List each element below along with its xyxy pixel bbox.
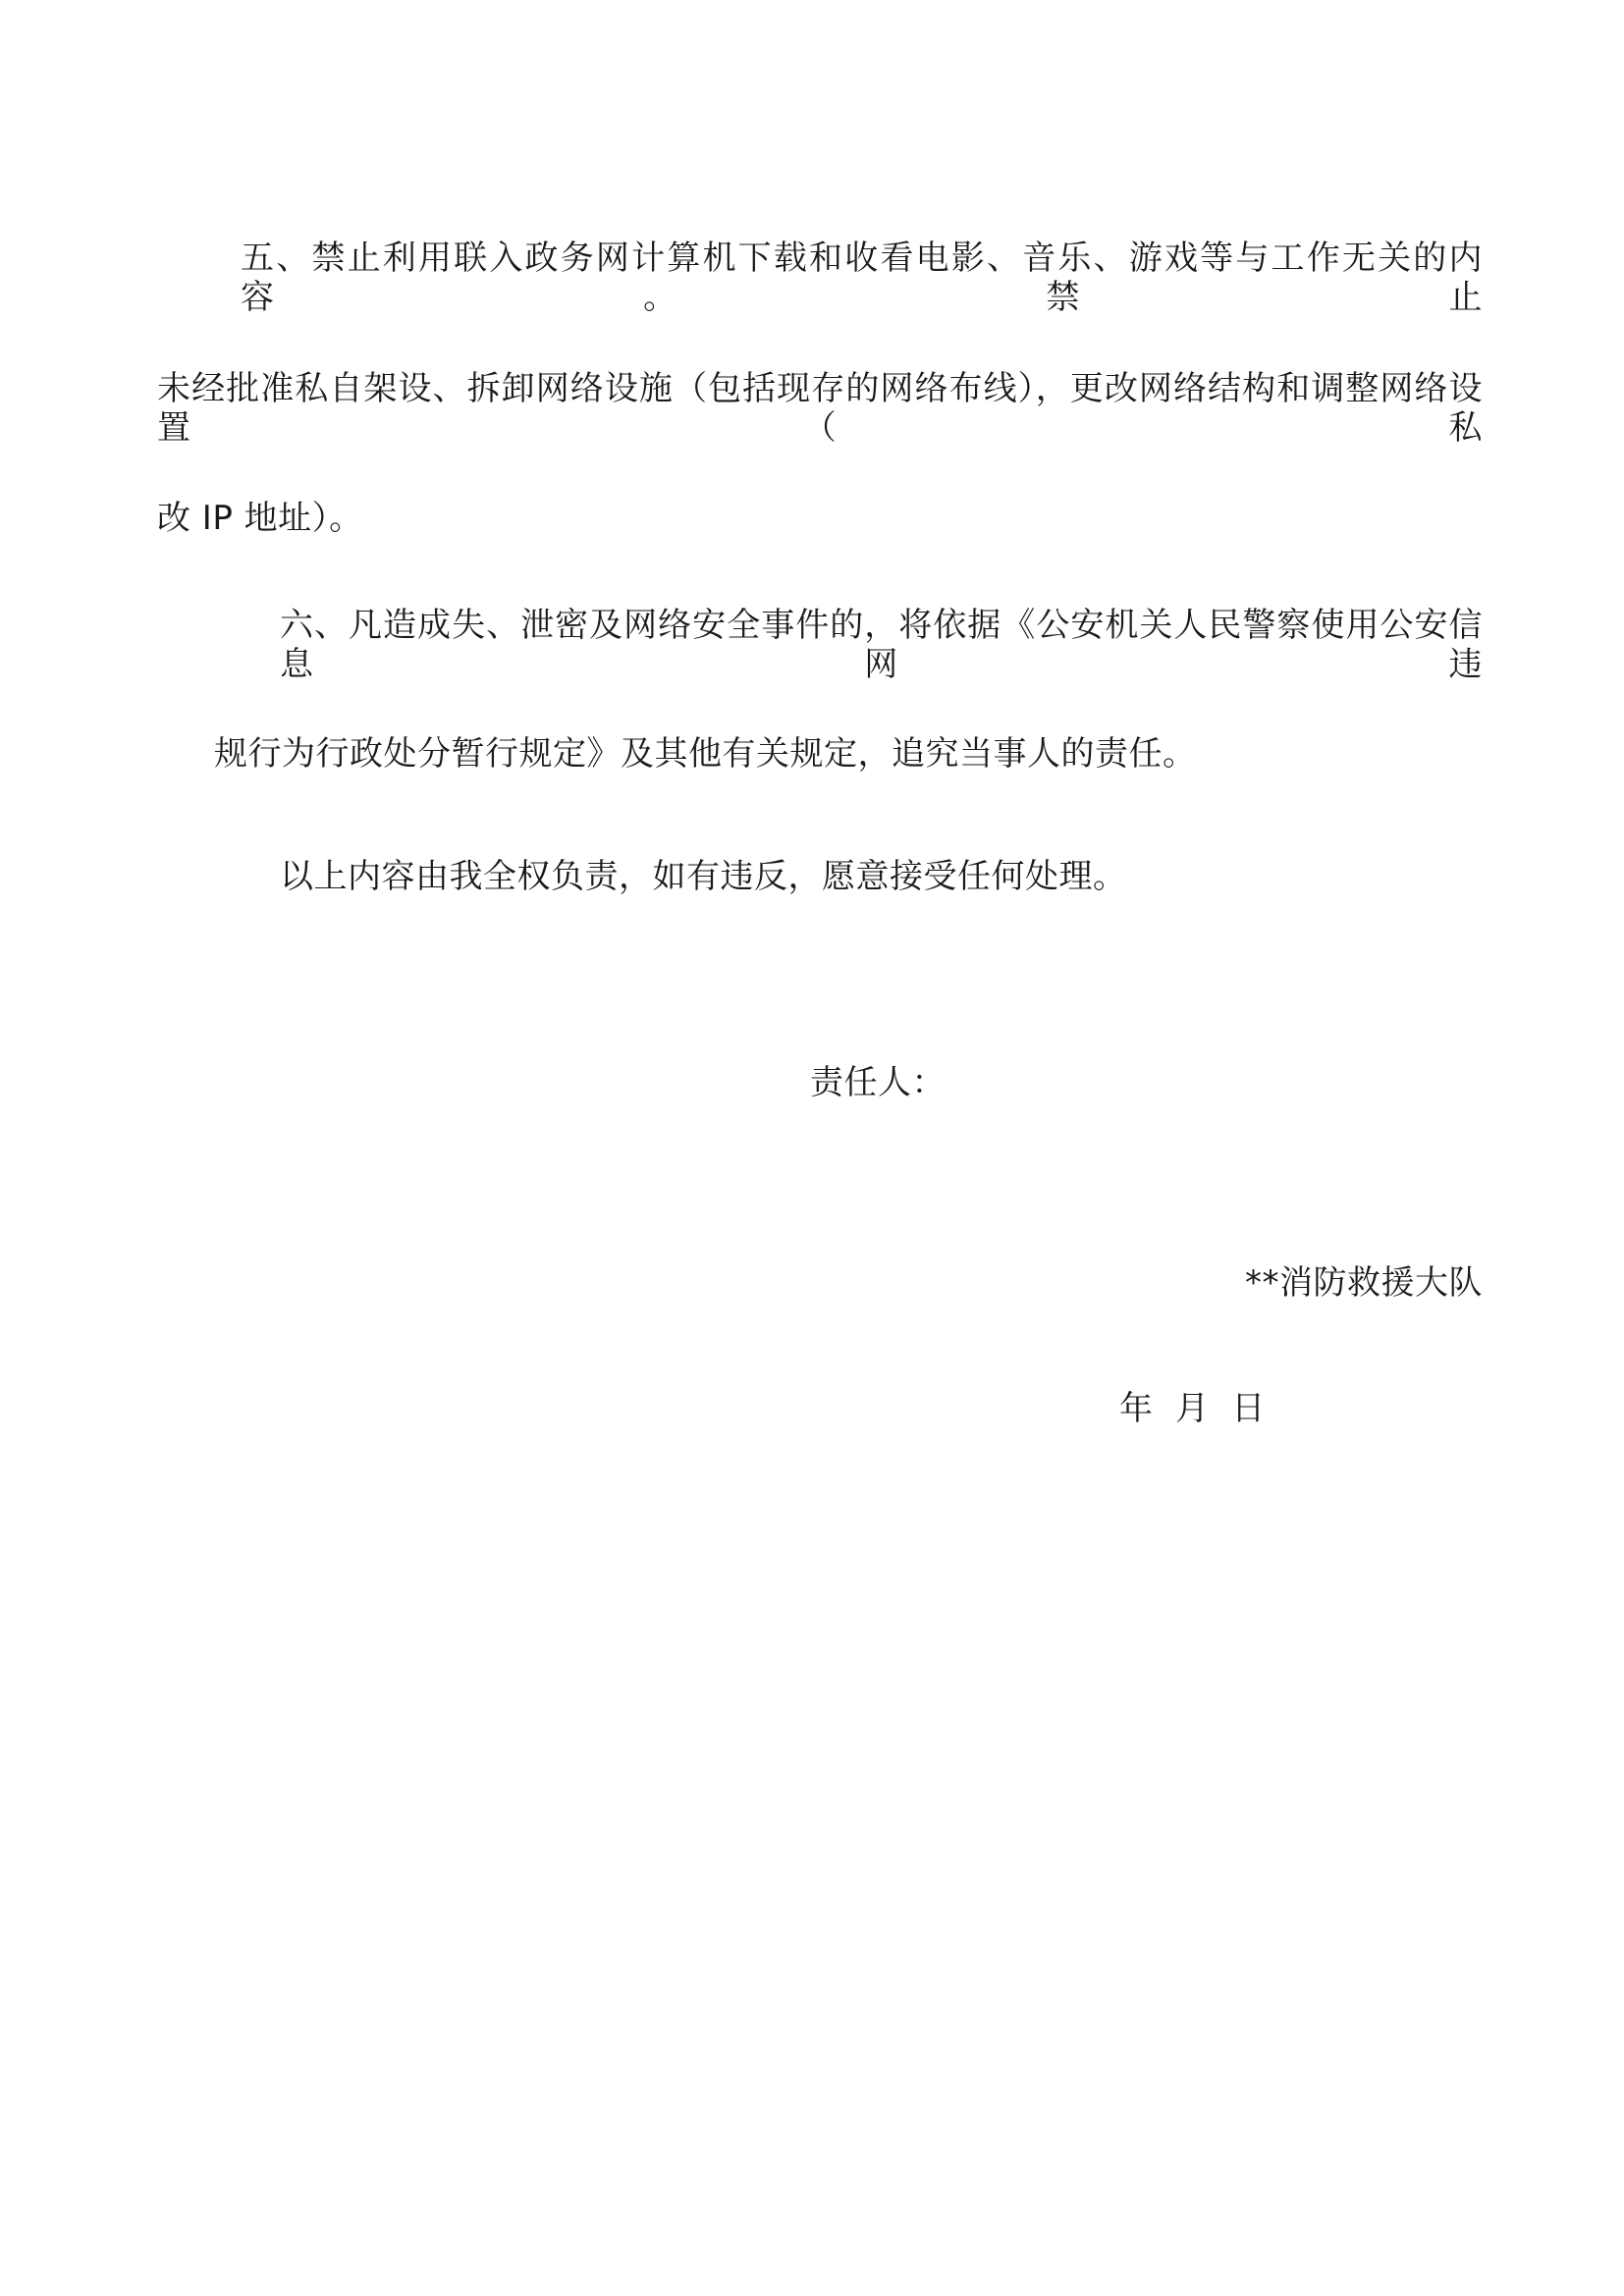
- paragraph-5-line-3: 改 IP 地址）。: [157, 499, 363, 538]
- paragraph-6-line-1: 六、凡造成失、泄密及网络安全事件的，将依据《公安机关人民警察使用公安信息网违: [280, 606, 1483, 684]
- paragraph-5-line-2: 未经批准私自架设、拆卸网络设施（包括现存的网络布线），更改网络结构和调整网络设置（私: [157, 369, 1483, 448]
- date-label: 年 月 日: [1119, 1389, 1266, 1428]
- paragraph-5-line-1: 五、禁止利用联入政务网计算机下载和收看电影、音乐、游戏等与工作无关的内容。禁止: [241, 239, 1483, 317]
- declaration-text: 以上内容由我全权负责，如有违反，愿意接受任何处理。: [280, 857, 1127, 896]
- organization-name: **消防救援大队: [1245, 1263, 1483, 1303]
- paragraph-6-line-2: 规行为行政处分暂行规定》及其他有关规定，追究当事人的责任。: [214, 734, 1197, 774]
- responsible-person-label: 责任人：: [810, 1063, 946, 1102]
